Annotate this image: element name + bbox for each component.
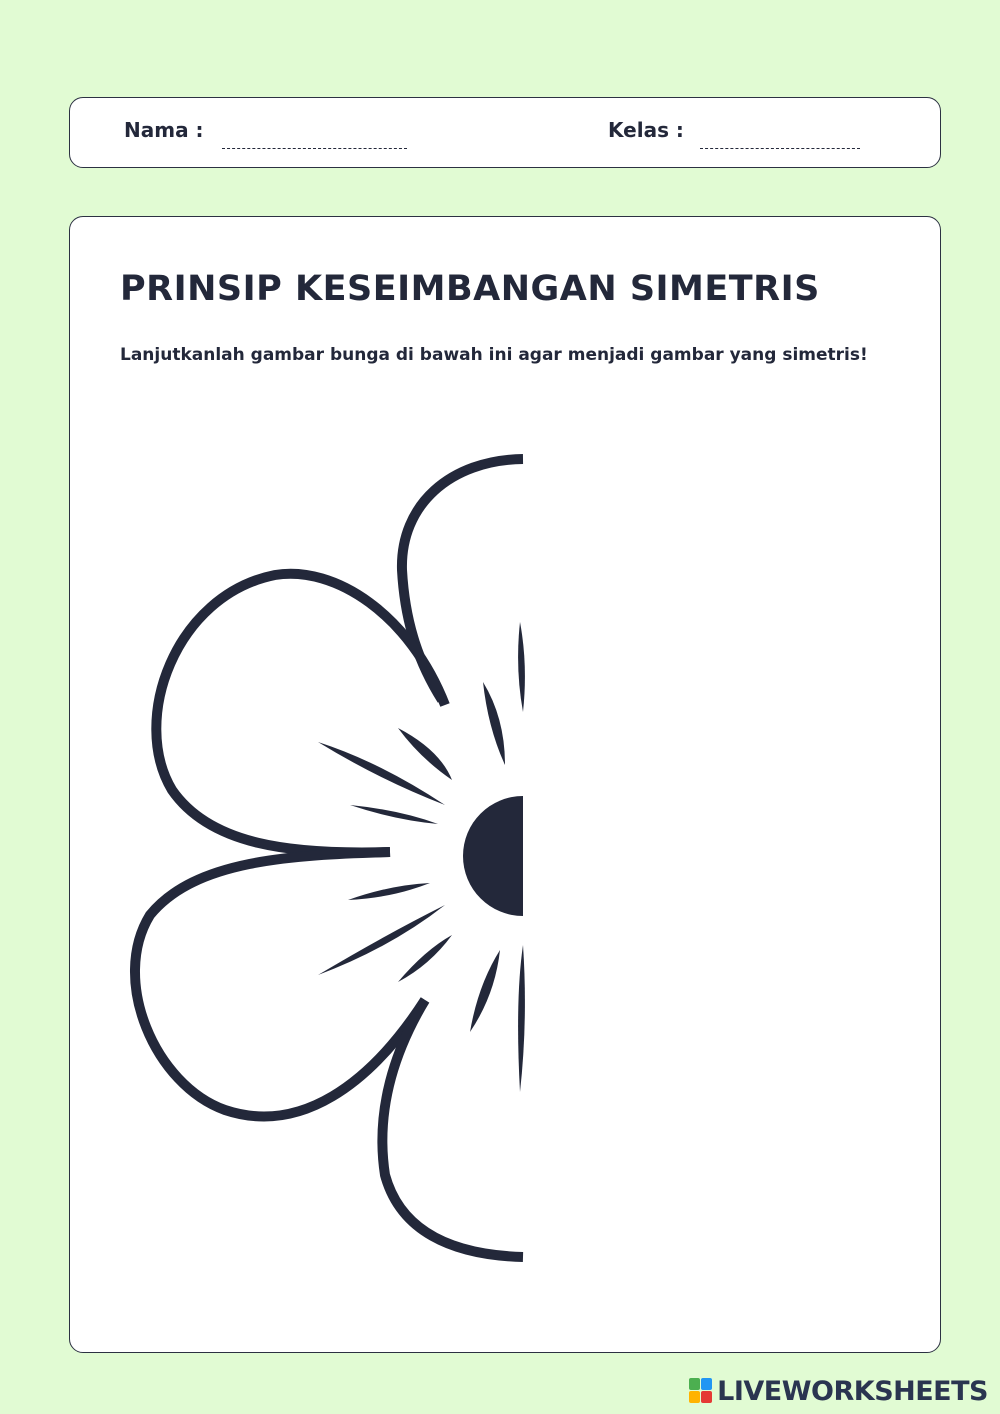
ray	[518, 945, 525, 1092]
worksheet-instruction: Lanjutkanlah gambar bunga di bawah ini agar menjadi gambar yang simetris!	[120, 345, 868, 365]
ray	[348, 883, 430, 900]
ray	[398, 728, 452, 780]
liveworksheets-brand	[689, 1376, 988, 1406]
class-label: Kelas :	[608, 118, 684, 142]
flower-center	[463, 796, 523, 916]
upper-left-petal	[156, 574, 445, 853]
ray	[350, 805, 438, 824]
ray	[470, 950, 500, 1032]
lower-petal	[382, 1000, 523, 1257]
ray	[398, 935, 452, 982]
ray	[318, 905, 445, 975]
worksheet-title: PRINSIP KESEIMBANGAN SIMETRIS	[120, 269, 820, 309]
ray	[483, 682, 505, 765]
liveworksheets-logo-icon	[689, 1378, 713, 1404]
name-label: Nama :	[124, 118, 204, 142]
brand-name: LIVEWORKSHEETS	[717, 1375, 988, 1407]
ray	[518, 622, 525, 712]
